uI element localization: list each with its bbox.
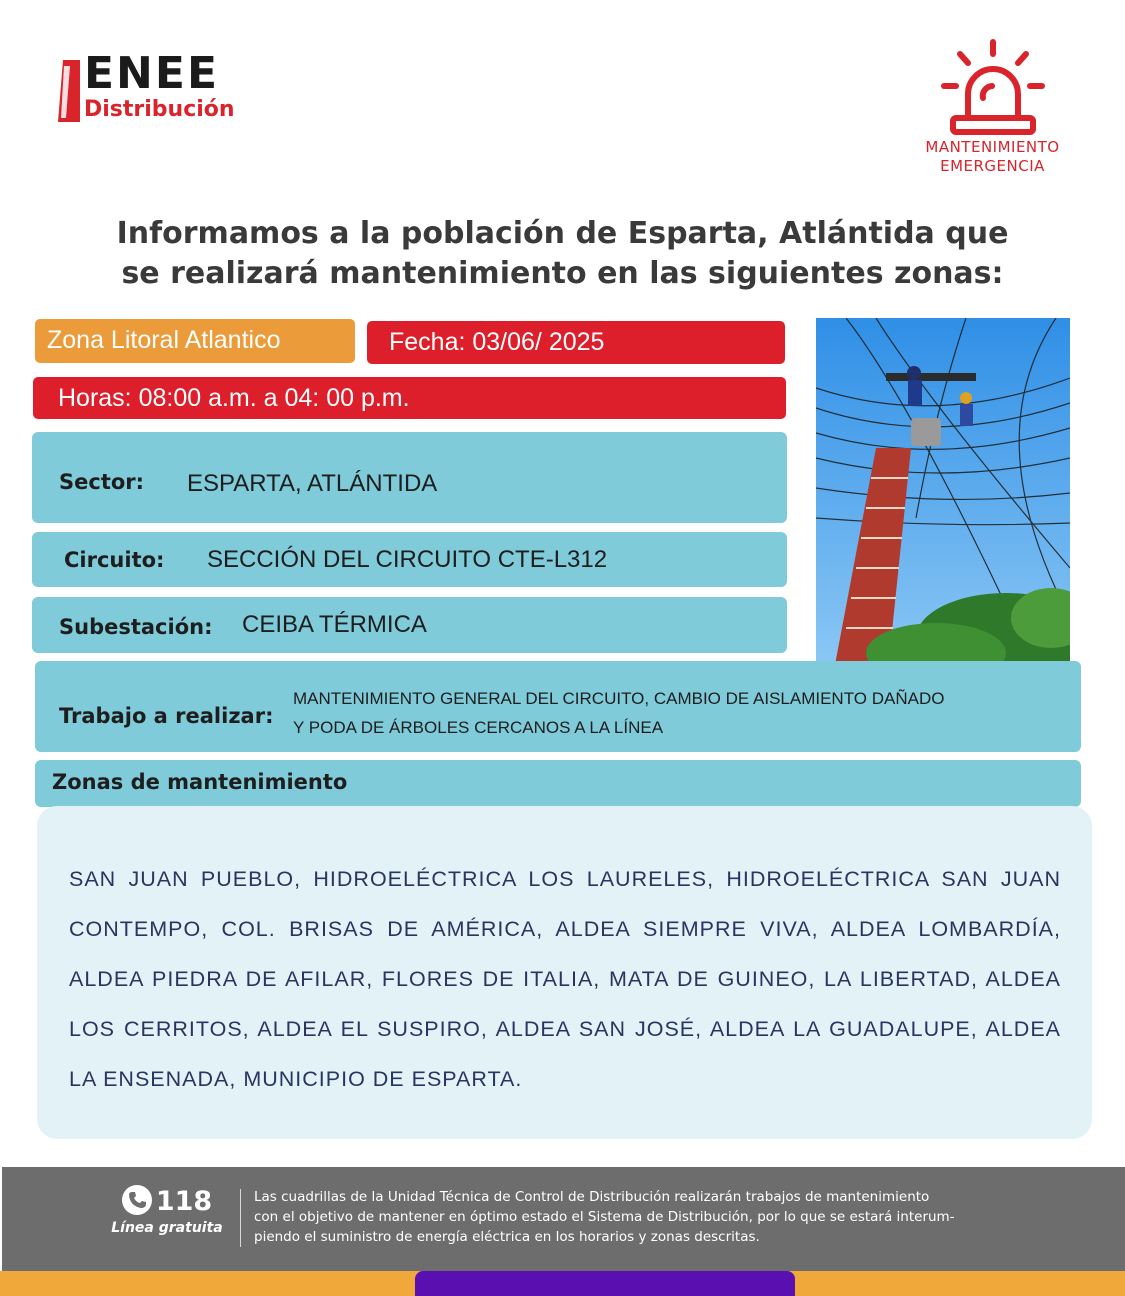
- footer-notice: [254, 1187, 1054, 1247]
- brand-name: ENEE: [84, 48, 219, 99]
- sector-row: [32, 432, 787, 523]
- footer-divider: [240, 1189, 241, 1247]
- zones-title: Zonas de mantenimiento: [52, 770, 348, 794]
- footer-line2: con el objetivo de mantener en óptimo estado el Sistema de Distribución, por lo que se estará interum-: [254, 1209, 955, 1225]
- badge-line2: EMERGENCIA: [940, 157, 1045, 175]
- sector-value: ESPARTA, ATLÁNTIDA: [187, 470, 438, 497]
- hours-pill: Horas: 08:00 a.m. a 04: 00 p.m.: [33, 377, 786, 419]
- emergency-badge: [900, 38, 1085, 188]
- hotline-label: Línea gratuita: [111, 1220, 223, 1236]
- headline-line1: Informamos a la población de Esparta, Atlántida que: [116, 216, 1009, 251]
- work-label: Trabajo a realizar:: [59, 704, 274, 728]
- substation-label: Subestación:: [59, 615, 213, 639]
- circuit-label: Circuito:: [64, 548, 165, 572]
- circuit-row: [32, 532, 787, 587]
- brand-subtitle: Distribución: [84, 97, 235, 122]
- sector-label: Sector:: [59, 470, 145, 494]
- footer-line3: piendo el suministro de energía eléctrica en los horarios y zonas descritas.: [254, 1229, 760, 1245]
- lineworkers-photo: [816, 318, 1070, 670]
- footer: [2, 1167, 1125, 1271]
- work-row: [35, 661, 1081, 752]
- zones-title-row: [35, 760, 1081, 807]
- date-pill: Fecha: 03/06/ 2025: [367, 321, 785, 364]
- hotline: [102, 1185, 232, 1238]
- badge-line1: MANTENIMIENTO: [925, 138, 1060, 156]
- bottom-bar-purple: [415, 1271, 795, 1296]
- hotline-number: 118: [155, 1186, 213, 1217]
- logo-mark-icon: [58, 60, 80, 122]
- siren-icon: [938, 38, 1048, 138]
- enee-logo: [58, 48, 288, 128]
- phone-icon: [122, 1185, 152, 1215]
- substation-value: CEIBA TÉRMICA: [242, 611, 427, 638]
- work-line1: MANTENIMIENTO GENERAL DEL CIRCUITO, CAMBIO DE AISLAMIENTO DAÑADO: [293, 689, 945, 708]
- circuit-value: SECCIÓN DEL CIRCUITO CTE-L312: [207, 546, 608, 573]
- zone-pill: Zona Litoral Atlantico: [35, 319, 355, 363]
- substation-row: [32, 597, 787, 653]
- work-line2: Y PODA DE ÁRBOLES CERCANOS A LA LÍNEA: [293, 718, 664, 737]
- headline-line2: se realizará mantenimiento en las siguientes zonas:: [121, 256, 1004, 291]
- zones-text: SAN JUAN PUEBLO, HIDROELÉCTRICA LOS LAURELES, HIDROELÉCTRICA SAN JUAN CONTEMPO, COL. BRISAS DE AMÉRICA, ALDEA SIEMPRE VIVA, ALDEA LOMBARDÍA, ALDEA PIEDRA DE AFILAR, FLORES DE ITALIA, MATA DE GUINEO, LA LIBERTAD, ALDEA LOS CERRITOS, ALDEA EL SUSPIRO, ALDEA SAN JOSÉ, ALDEA LA GUADALUPE, ALDEA LA ENSENADA, MUNICIPIO DE ESPARTA.: [69, 867, 1061, 1091]
- footer-line1: Las cuadrillas de la Unidad Técnica de Control de Distribución realizarán trabajos de mantenimiento: [254, 1189, 930, 1205]
- zones-panel: [37, 806, 1092, 1139]
- headline: [30, 214, 1095, 294]
